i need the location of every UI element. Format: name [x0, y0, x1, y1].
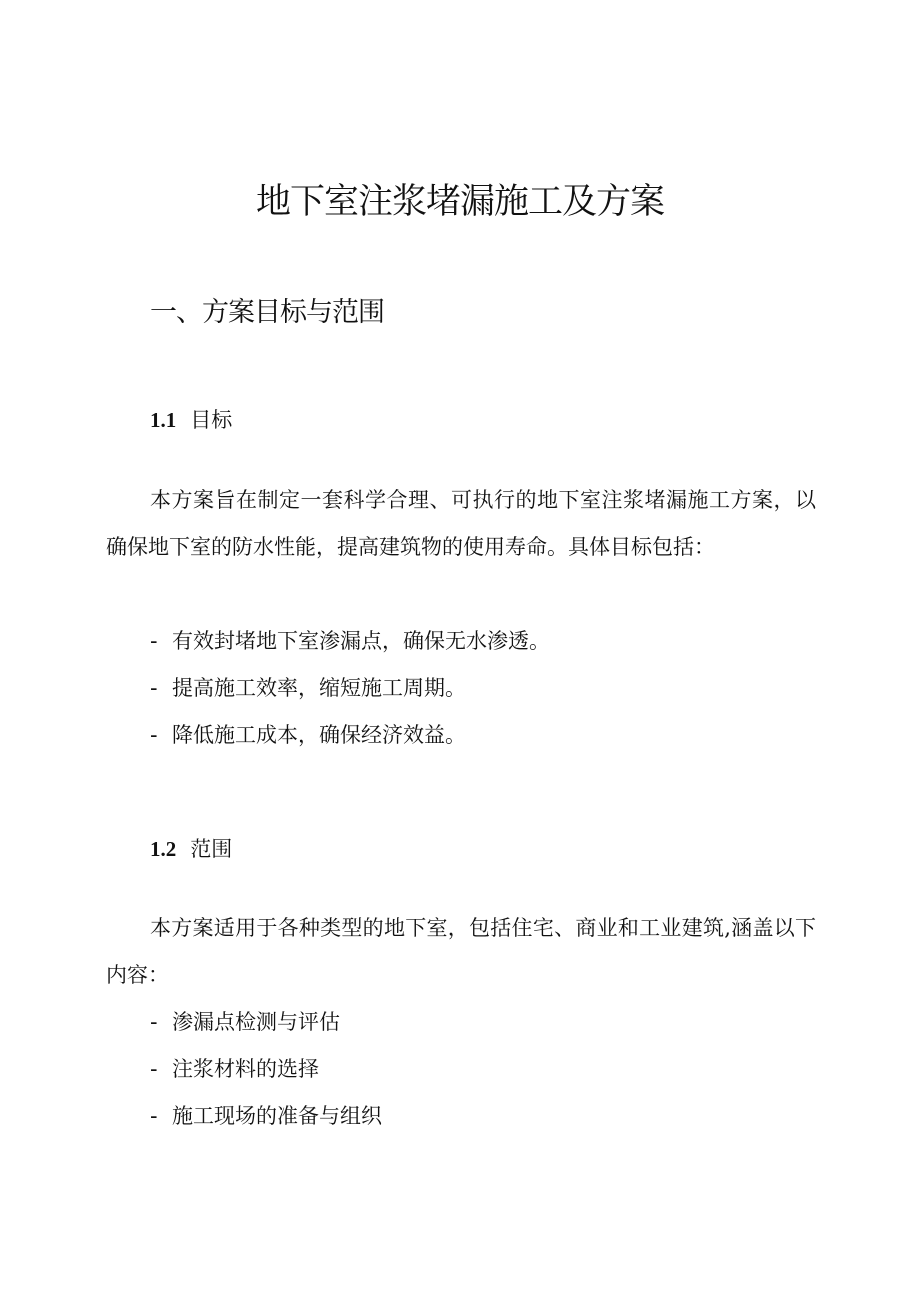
subsection-number: 1.2	[150, 837, 177, 861]
bullet-dash: -	[150, 1104, 158, 1128]
bullet-dash: -	[150, 629, 158, 653]
document-title: 地下室注浆堵漏施工及方案	[255, 182, 664, 222]
section-heading-1: 一、方案目标与范围	[150, 297, 384, 328]
list-item: - 提高施工效率，缩短施工周期。	[150, 665, 550, 712]
paragraph-scope: 本方案适用于各种类型的地下室，包括住宅、商业和工业建筑,涵盖以下内容：	[106, 916, 816, 987]
bullet-dash: -	[150, 723, 158, 747]
list-item: - 渗漏点检测与评估	[150, 999, 382, 1046]
bullet-dash: -	[150, 1010, 158, 1034]
paragraph-goals: 本方案旨在制定一套科学合理、可执行的地下室注浆堵漏施工方案，以确保地下室的防水性能，提高建筑物的使用寿命。具体目标包括：	[106, 488, 816, 559]
subsection-label: 目标	[190, 408, 233, 432]
list-item: - 降低施工成本，确保经济效益。	[150, 712, 550, 759]
bullet-dash: -	[150, 1057, 158, 1081]
list-item: - 施工现场的准备与组织	[150, 1093, 382, 1140]
scope-list	[150, 999, 382, 1140]
subsection-label: 范围	[190, 837, 233, 861]
subsection-heading-1-2	[150, 833, 232, 865]
list-item: - 注浆材料的选择	[150, 1046, 382, 1093]
list-item: - 有效封堵地下室渗漏点，确保无水渗透。	[150, 618, 550, 665]
bullet-dash: -	[150, 676, 158, 700]
subsection-number: 1.1	[150, 408, 177, 432]
subsection-heading-1-1	[150, 404, 232, 436]
goals-list	[150, 618, 550, 759]
